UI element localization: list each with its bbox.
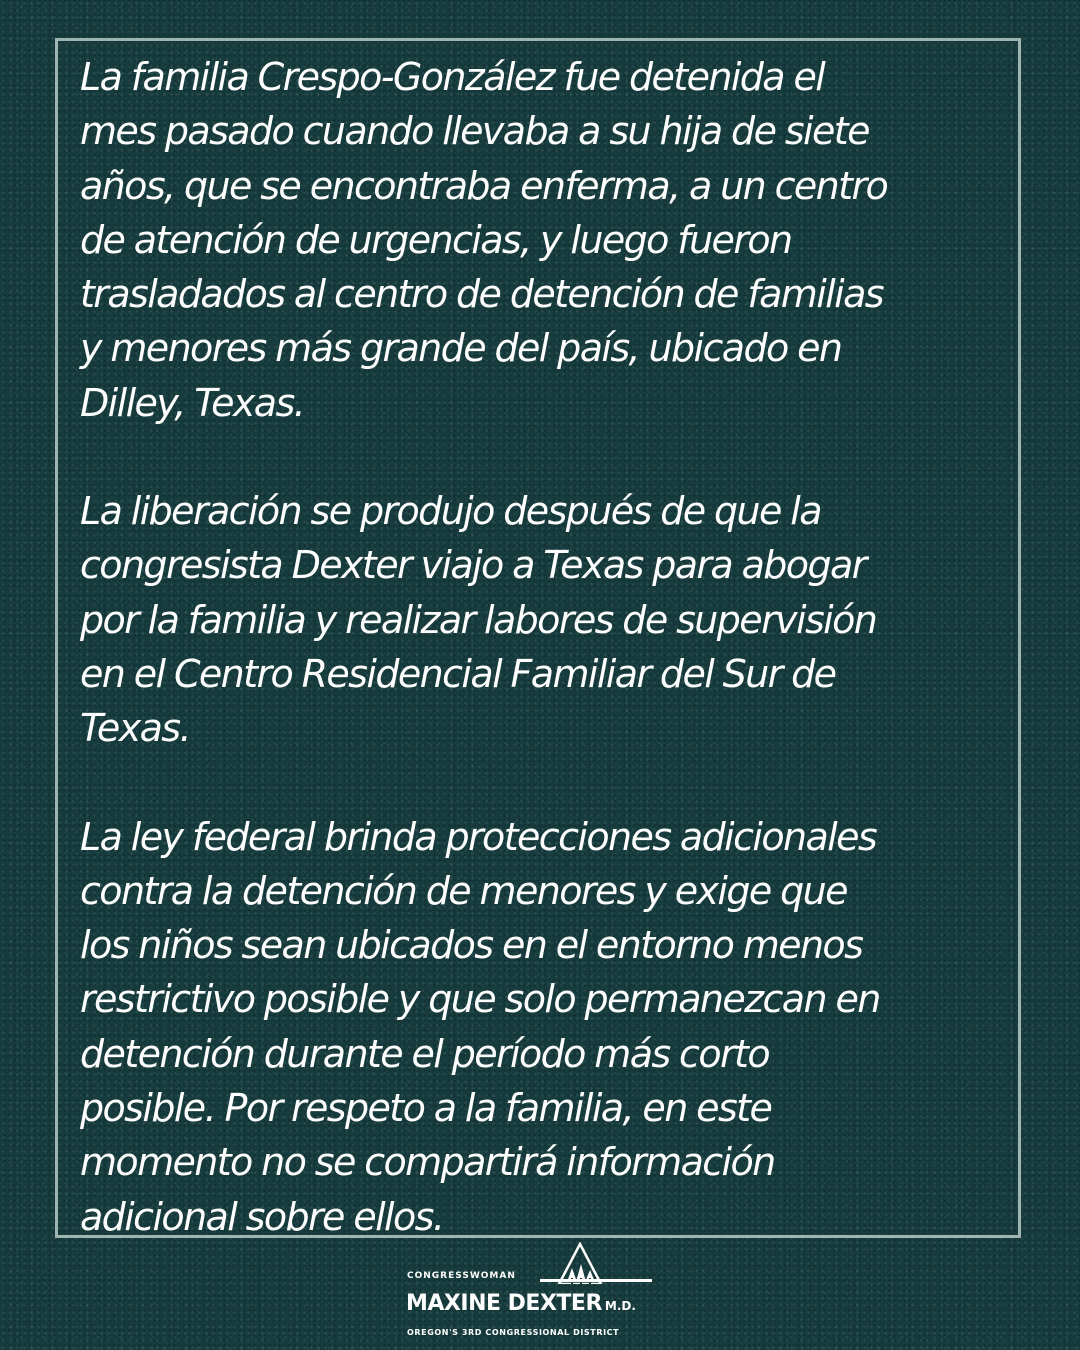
logo-suffix: M.D. [604,1299,636,1313]
logo-name-text: MAXINE DEXTER [406,1291,602,1316]
logo-divider [540,1279,652,1282]
logo-name [406,1291,636,1316]
statement-body [80,50,1015,1298]
paragraph-release: La liberación se produjo después de que la congresista Dexter viajo a Texas para abogar por la familia y realizar labores de supervisión en el Centro Residencial Familiar del Sur de Texas. [80,489,877,751]
paragraph-federal-law: La ley federal brinda protecciones adicionales contra la detención de menores y exige que los niños sean ubicados en el entorno menos restrictivo posible y que solo permanezcan en detención durante el período más corto posible. Por respeto a la familia, en este momento no se compartirá información adicional sobre ellos. [80,814,880,1239]
congresswoman-logo [400,1240,655,1345]
logo-district: OREGON'S 3RD CONGRESSIONAL DISTRICT [407,1328,620,1337]
paragraph-detention: La familia Crespo-González fue detenida el mes pasado cuando llevaba a su hija de siete años, que se encontraba enferma, a un centro de atención de urgencias, y luego fueron trasladados al centro de detención de familias y menores más grande del país, ubicado en Dilley, Texas. [80,55,888,425]
logo-title: CONGRESSWOMAN [407,1271,516,1281]
mountain-trees-icon [555,1242,605,1284]
